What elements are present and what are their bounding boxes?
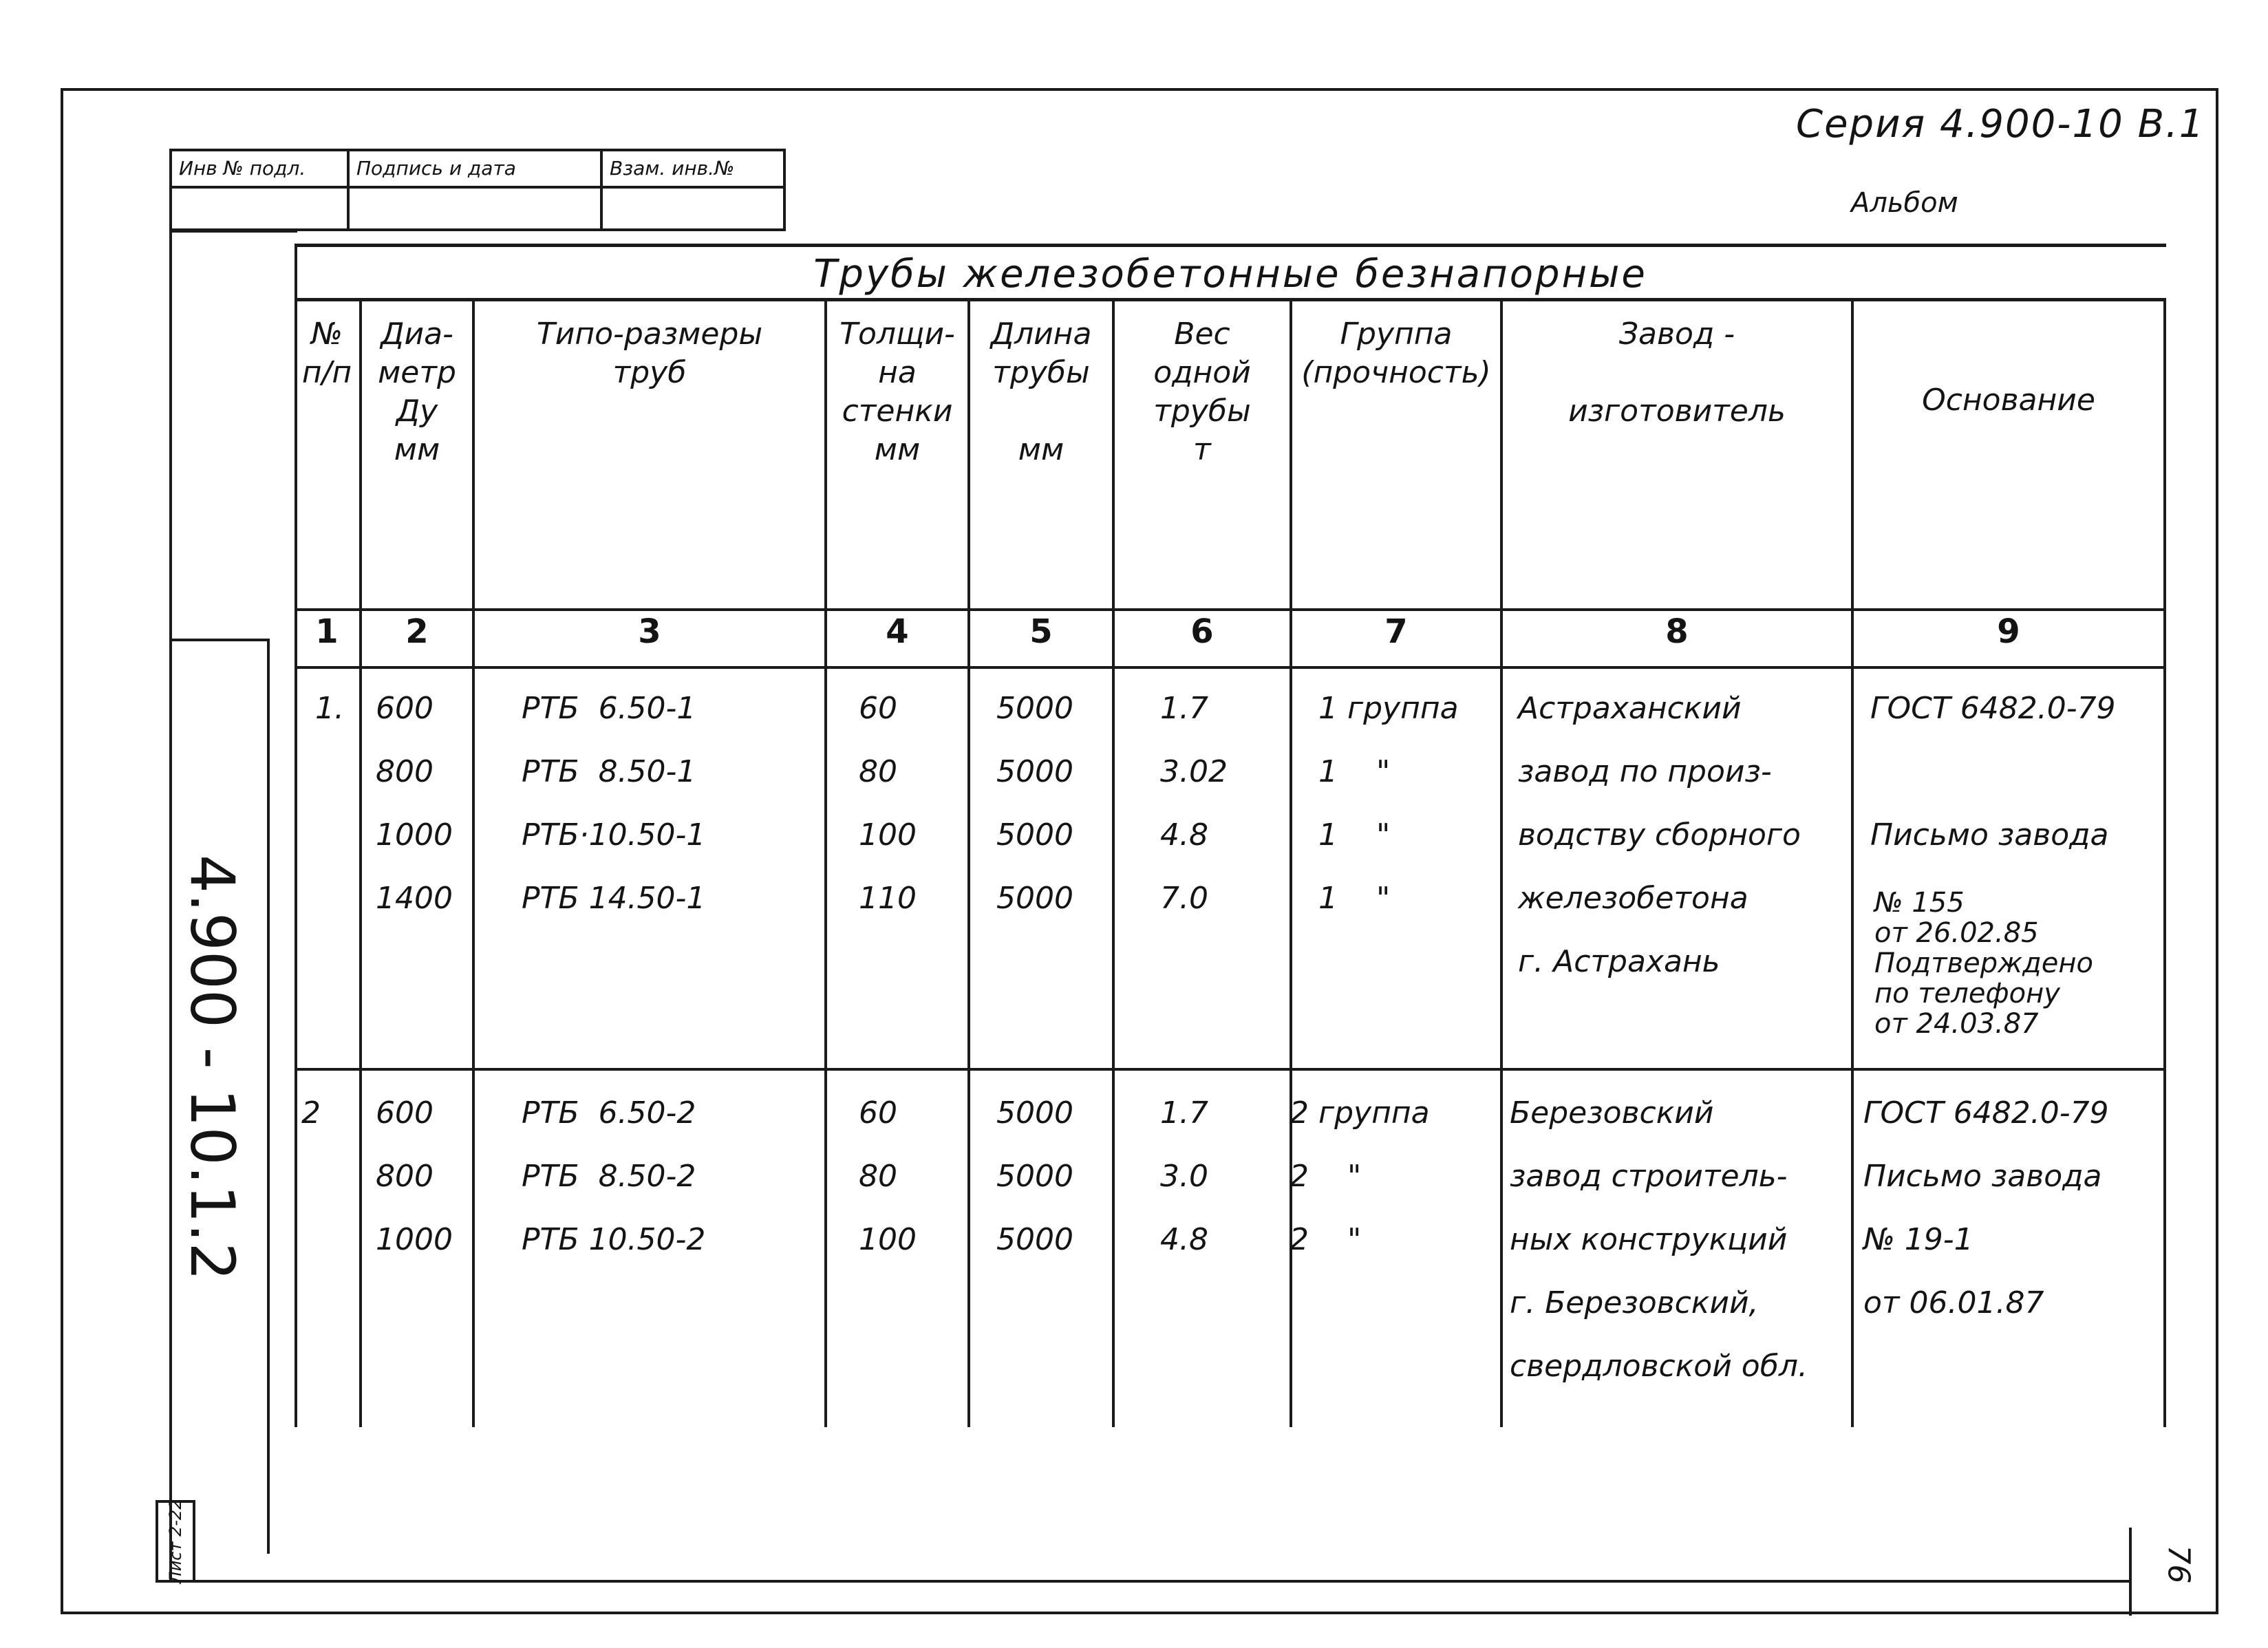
row-thickness: 60 80 100 110 (859, 691, 917, 916)
col-number: 2 (405, 612, 429, 651)
series-label: Серия 4.900-10 В.1 (1796, 102, 2205, 147)
col-number: 6 (1190, 612, 1214, 651)
row-diameters: 600 800 1000 (376, 1095, 453, 1257)
column-divider (824, 301, 827, 1427)
row-plant: Березовский завод строитель- ных конструкций г. Березовский, свердловской обл. (1510, 1095, 1808, 1384)
header-basis: Основание (1922, 383, 2095, 418)
row-plant: Астраханский завод по произ- водству сборного железобетона г. Астрахань (1518, 691, 1801, 979)
header-diameter: Диа- метр Ду мм (378, 317, 456, 467)
row-thickness: 60 80 100 (859, 1095, 917, 1257)
row-basis-details: № 155 от 26.02.85 Подтверждено по телефону от 24.03.87 (1874, 887, 2094, 1040)
page-number: 76 (2161, 1545, 2196, 1584)
stamp-divider (347, 186, 350, 228)
bottom-line (169, 1580, 2130, 1583)
header-thickness: Толщи- на стенки мм (839, 317, 955, 467)
numbers-bottom-line (295, 666, 2166, 669)
column-divider (472, 301, 475, 1427)
row-basis: ГОСТ 6482.0-79 Письмо завода № 19-1 от 06.01.87 (1863, 1095, 2109, 1320)
stamp-vzam-inv: Взам. инв.№ (610, 157, 735, 180)
column-divider (1851, 301, 1854, 1427)
column-divider (1500, 301, 1503, 1427)
page-number-divider (2129, 1528, 2132, 1616)
column-divider (967, 301, 970, 1427)
left-margin-line (169, 230, 297, 233)
row-num: 2 (301, 1095, 321, 1131)
col-number: 4 (886, 612, 909, 651)
col-number: 7 (1384, 612, 1408, 651)
col-number: 1 (315, 612, 339, 651)
header-weight: Вес одной трубы т (1153, 317, 1251, 467)
header-plant: Завод - изготовитель (1568, 317, 1786, 429)
header-bottom-line (295, 608, 2166, 611)
header-group: Группа (прочность) (1301, 317, 1491, 390)
column-divider (2163, 301, 2166, 1427)
group-divider-line (295, 1068, 2166, 1071)
row-types: РТБ 6.50-1 РТБ 8.50-1 РТБ·10.50-1 РТБ 14.50-1 (522, 691, 706, 916)
row-length: 5000 5000 5000 (996, 1095, 1073, 1257)
col-number: 3 (638, 612, 661, 651)
table-title: Трубы железобетонные безнапорные (295, 244, 2166, 301)
sheet-label: Лист (166, 1541, 185, 1584)
side-code-area (158, 841, 261, 1281)
row-types: РТБ 6.50-2 РТБ 8.50-2 РТБ 10.50-2 (522, 1095, 706, 1257)
row-length: 5000 5000 5000 5000 (996, 691, 1073, 916)
row-weight: 1.7 3.0 4.8 (1160, 1095, 1208, 1257)
sheet-box (156, 1500, 195, 1583)
stamp-header-row (172, 151, 783, 189)
stamp-inv-podl: Инв № подл. (172, 151, 350, 186)
col-number: 5 (1029, 612, 1053, 651)
archive-stamp (169, 149, 786, 231)
col-number: 8 (1665, 612, 1689, 651)
row-weight: 1.7 3.02 4.8 7.0 (1160, 691, 1228, 916)
left-margin-line (169, 639, 270, 641)
column-divider (359, 301, 362, 1427)
stamp-divider (600, 186, 603, 228)
left-margin-line (267, 639, 270, 1554)
row-num: 1. (315, 691, 344, 726)
stamp-signature-date: Подпись и дата (350, 151, 603, 186)
row-basis: ГОСТ 6482.0-79 Письмо завода (1870, 691, 2116, 853)
row-diameters: 600 800 1000 1400 (376, 691, 453, 916)
side-code: 4.900 - 10.1.2 (177, 855, 248, 1281)
pipes-table (295, 244, 2166, 1427)
header-length: Длина трубы мм (990, 317, 1092, 467)
header-num: № п/п (301, 317, 352, 390)
header-types: Типо-размеры труб (536, 317, 763, 390)
sheet-value (166, 1499, 185, 1584)
sheet-number: 2-22 (166, 1499, 185, 1537)
row-group: 2 группа 2 " 2 " (1290, 1095, 1430, 1257)
row-group: 1 группа 1 " 1 " 1 " (1318, 691, 1459, 916)
column-divider (1112, 301, 1115, 1427)
album-label: Альбом (1851, 187, 1958, 219)
col-number: 9 (1997, 612, 2020, 651)
